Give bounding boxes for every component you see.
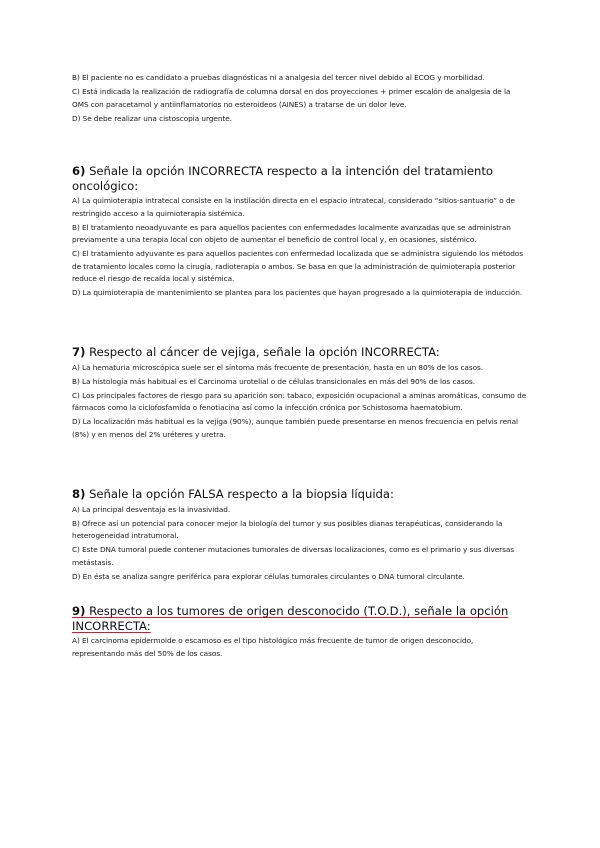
option-a: A) La quimioterapia intratecal consiste en la instilación directa en el espacio intratecal, considerado “sitios-santuario” o de restringido acceso a la quimioterapia sistémica. — [72, 196, 515, 218]
option-b: B) El tratamiento neoadyuvante es para aquellos pacientes con enfermedades localmente avanzadas que se administran previamente a una terapia local con objeto de aumentar el beneficio de control local y, en ocasiones, sistémico. — [72, 222, 511, 244]
option-b: B) El paciente no es candidato a pruebas diagnósticas ni a analgesia del tercer nivel debido al ECOG y morbilidad. — [72, 73, 485, 82]
question-number: 8) — [72, 487, 86, 501]
option-b: B) Ofrece así un potencial para conocer mejor la biología del tumor y sus posibles dianas terapéuticas, considerando la heterogeneidad intratumoral. — [72, 518, 503, 540]
question-8-title — [72, 487, 528, 502]
question-text: Señale la opción INCORRECTA respecto a la intención del tratamiento oncológico: — [72, 164, 493, 193]
question-number: 9) — [72, 604, 86, 618]
option-a: A) La hematuria microscópica suele ser el síntoma más frecuente de presentación, hasta en un 80% de los casos. — [72, 362, 484, 372]
question-5-tail — [72, 72, 528, 127]
question-text: Señale la opción FALSA respecto a la biopsia líquida: — [89, 487, 394, 501]
option-c: C) El tratamiento adyuvante es para aquellos pacientes con enfermedad localizada que se administra siguiendo los métodos de tratamiento locales como la cirugía, radioterapia o ambos. Se basa en que la administración de quimioterapia posterior reduce el riesgo de recaída local y sistémica. — [72, 249, 523, 283]
option-d: D) La quimioterapia de mantenimiento se plantea para los pacientes que hayan progresado a la quimioterapia de inducción. — [72, 288, 523, 297]
option-d: D) La localización más habitual es la vejiga (90%), aunque también puede presentarse en menos frecuencia en pelvis renal (8%) y en menos del 2% uréteres y uretra. — [72, 417, 518, 439]
option-c: C) Este DNA tumoral puede contener mutaciones tumorales de diversas localizaciones, como es el primario y sus diversas metástasis. — [72, 545, 515, 567]
option-a: A) La principal desventaja es la invasividad. — [72, 504, 231, 514]
question-9-title — [72, 604, 528, 633]
question-9 — [72, 604, 528, 662]
question-number: 7) — [72, 345, 86, 359]
option-d: D) Se debe realizar una cistoscopia urgente. — [72, 113, 232, 123]
question-6-title — [72, 164, 528, 193]
question-7 — [72, 345, 528, 443]
question-text: Respecto a los tumores de origen desconocido (T.O.D.), señale la opción INCORRECTA: — [72, 604, 509, 633]
option-d: D) En ésta se analiza sangre periférica para explorar células tumorales circulantes o DNA tumoral circulante. — [72, 571, 465, 581]
option-b: B) La histología más habitual es el Carcinoma urotelial o de células transicionales en más del 90% de los casos. — [72, 376, 476, 386]
option-c: C) Los principales factores de riesgo para su aparición son: tabaco, exposición ocupacional a aminas aromáticas, consumo de fármacos como la ciclofosfamida o fenotiacina así como la infección crónica por Schistosoma haematobium. — [72, 390, 527, 412]
option-c: C) Está indicada la realización de radiografía de columna dorsal en dos proyecciones + primer escalón de analgesia de la OMS con paracetamol y antiinflamatorios no esteroideos (AINES) a tratarse de un dolor leve. — [72, 87, 511, 109]
question-6 — [72, 164, 528, 301]
option-a: A) El carcinoma epidermoide o escamoso es el tipo histológico más frecuente de tumor de origen desconocido, representando más del 50% de los casos. — [72, 636, 474, 658]
question-number: 6) — [72, 164, 86, 178]
question-7-title — [72, 345, 528, 360]
question-8 — [72, 487, 528, 585]
question-text: Respecto al cáncer de vejiga, señale la opción INCORRECTA: — [89, 345, 440, 359]
